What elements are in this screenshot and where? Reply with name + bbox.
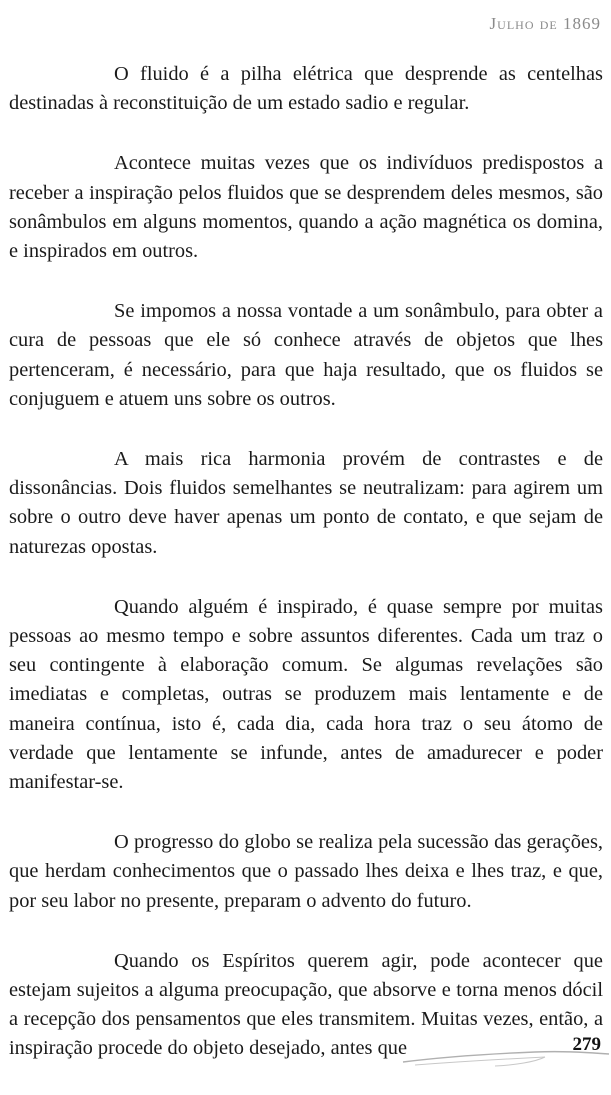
paragraph-6: O progresso do globo se realiza pela sucessão das gerações, que herdam conhecimentos que o passado lhes deixa e lhes traz, e que, por seu labor no presente, preparam o advento do futuro. <box>9 831 603 912</box>
running-header: Julho de 1869 <box>489 14 601 33</box>
paragraph-5: Quando alguém é inspirado, é quase sempre por muitas pessoas ao mesmo tempo e sobre assuntos diferentes. Cada um traz o seu contingente à elaboração comum. Se algumas revelações são imediatas e completas, outras se produzem mais lentamente e de maneira contínua, isto é, cada dia, cada hora traz o seu átomo de verdade que lentamente se infunde, antes de amadurecer e poder manifestar-se. <box>9 595 603 794</box>
paragraph-1: O fluido é a pilha elétrica que desprende as centelhas destinadas à reconstituição de um estado sadio e regular. <box>9 63 603 115</box>
paragraph-3: Se impomos a nossa vontade a um sonâmbulo, para obter a cura de pessoas que ele só conhece através de objetos que lhes pertenceram, é necessário, para que haja resultado, que os fluidos se conjuguem e atuem uns sobre os outros. <box>9 300 603 410</box>
paragraph-7: Quando os Espíritos querem agir, pode acontecer que estejam sujeitos a alguma preocupação, que absorve e torna menos dócil a recepção dos pensamentos que eles transmitem. Muitas vezes, então, a inspiração procede do objeto desejado, antes que <box>9 949 603 1060</box>
paragraph-4: A mais rica harmonia provém de contrastes e de dissonâncias. Dois fluidos semelhantes se neutralizam: para agirem um sobre o outro deve haver apenas um ponto de contato, e que sejam de naturezas opostas. <box>9 448 603 558</box>
page-number: 279 <box>572 1034 601 1055</box>
page-body <box>9 60 603 1095</box>
paragraph-2: Acontece muitas vezes que os indivíduos predispostos a receber a inspiração pelos fluidos que se desprendem deles mesmos, são sonâmbulos em alguns momentos, quando a ação magnética os domina, e inspirados em outros. <box>9 152 603 263</box>
